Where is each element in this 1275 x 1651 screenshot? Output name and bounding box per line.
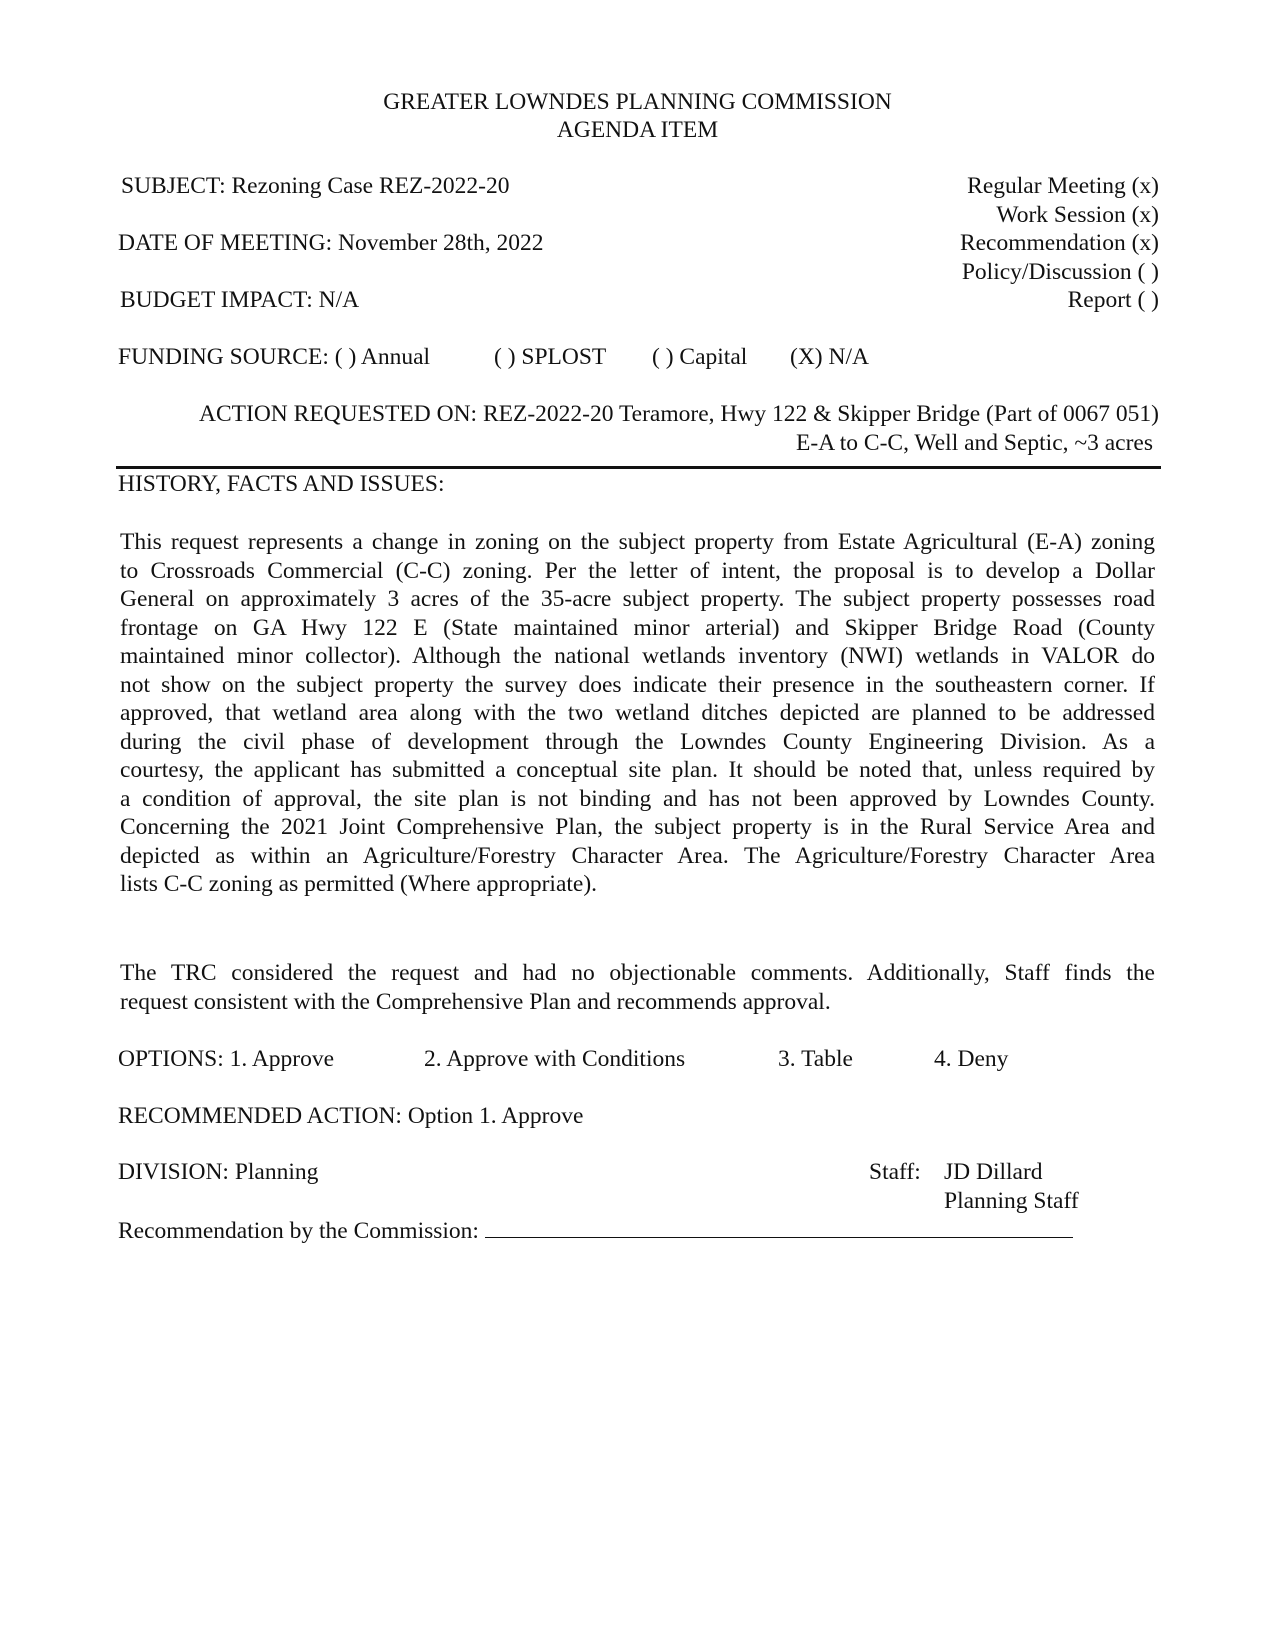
history-line: lists C-C zoning as permitted (Where appropriate). xyxy=(120,871,598,897)
history-line: depicted as within an Agriculture/Forestry Character Area. The Agriculture/Forestry Character Area xyxy=(120,842,1155,869)
recommended-action: RECOMMENDED ACTION: Option 1. Approve xyxy=(118,1103,584,1129)
meeting-date-field: DATE OF MEETING: November 28th, 2022 xyxy=(118,230,544,256)
trc-line: request consistent with the Comprehensive Plan and recommends approval. xyxy=(120,988,831,1015)
history-line: frontage on GA Hwy 122 E (State maintained minor arterial) and Skipper Bridge Road (County xyxy=(120,614,1155,641)
division-field: DIVISION: Planning xyxy=(118,1159,319,1185)
funding-source-na: (X) N/A xyxy=(790,344,869,370)
staff-label: Staff: xyxy=(869,1159,921,1185)
trc-paragraph xyxy=(120,959,1155,1016)
history-line: General on approximately 3 acres of the 35-acre subject property. The subject property possesses road xyxy=(120,586,1155,612)
option-approve-with-conditions: 2. Approve with Conditions xyxy=(424,1046,686,1072)
option-table: 3. Table xyxy=(778,1046,853,1072)
commission-recommendation-line xyxy=(118,1217,1073,1246)
history-line: during the civil phase of development through the Lowndes County Engineering Division. As a xyxy=(120,728,1155,755)
funding-source-annual: FUNDING SOURCE: ( ) Annual xyxy=(118,344,431,370)
commission-signature-blank[interactable] xyxy=(485,1217,1073,1238)
trc-line: The TRC considered the request and had no objectionable comments. Additionally, Staff finds the xyxy=(120,960,1155,986)
commission-label: Recommendation by the Commission: xyxy=(118,1218,479,1244)
funding-source-splost: ( ) SPLOST xyxy=(494,344,607,370)
history-line: This request represents a change in zoning on the subject property from Estate Agricultural (E-A) zoning xyxy=(120,529,1155,555)
org-title: GREATER LOWNDES PLANNING COMMISSION xyxy=(383,89,892,115)
meeting-type-policy: Policy/Discussion ( ) xyxy=(961,259,1159,285)
doc-type-title: AGENDA ITEM xyxy=(556,117,719,143)
funding-source-capital: ( ) Capital xyxy=(652,344,748,370)
section-divider xyxy=(116,466,1161,469)
history-line: maintained minor collector). Although the national wetlands inventory (NWI) wetlands in VALOR do xyxy=(120,643,1155,669)
history-line: to Crossroads Commercial (C-C) zoning. Per the letter of intent, the proposal is to develop a Dollar xyxy=(120,557,1155,584)
meeting-type-recommendation: Recommendation (x) xyxy=(959,230,1159,256)
staff-title: Planning Staff xyxy=(944,1188,1079,1214)
history-line: Concerning the 2021 Joint Comprehensive Plan, the subject property is in the Rural Service Area and xyxy=(120,814,1155,840)
subject-field: SUBJECT: Rezoning Case REZ-2022-20 xyxy=(121,173,510,199)
action-requested-line2: E-A to C-C, Well and Septic, ~3 acres xyxy=(796,430,1153,456)
meeting-type-report: Report ( ) xyxy=(1067,287,1159,313)
option-deny: 4. Deny xyxy=(934,1046,1009,1072)
history-paragraph xyxy=(120,528,1155,899)
budget-impact-field: BUDGET IMPACT: N/A xyxy=(120,287,360,313)
option-approve: OPTIONS: 1. Approve xyxy=(118,1046,335,1072)
staff-name: JD Dillard xyxy=(944,1159,1043,1185)
history-heading: HISTORY, FACTS AND ISSUES: xyxy=(118,471,445,497)
history-line: courtesy, the applicant has submitted a conceptual site plan. It should be noted that, unless required by xyxy=(120,757,1155,783)
meeting-type-regular: Regular Meeting (x) xyxy=(967,173,1159,199)
history-line: a condition of approval, the site plan is not binding and has not been approved by Lowndes County. xyxy=(120,785,1155,812)
action-requested-line1: ACTION REQUESTED ON: REZ-2022-20 Teramore, Hwy 122 & Skipper Bridge (Part of 0067 051) xyxy=(199,401,1159,427)
history-line: approved, that wetland area along with the two wetland ditches depicted are planned to be addressed xyxy=(120,700,1155,726)
history-line: not show on the subject property the survey does indicate their presence in the southeastern corner. If xyxy=(120,671,1155,698)
meeting-type-work-session: Work Session (x) xyxy=(996,202,1159,228)
